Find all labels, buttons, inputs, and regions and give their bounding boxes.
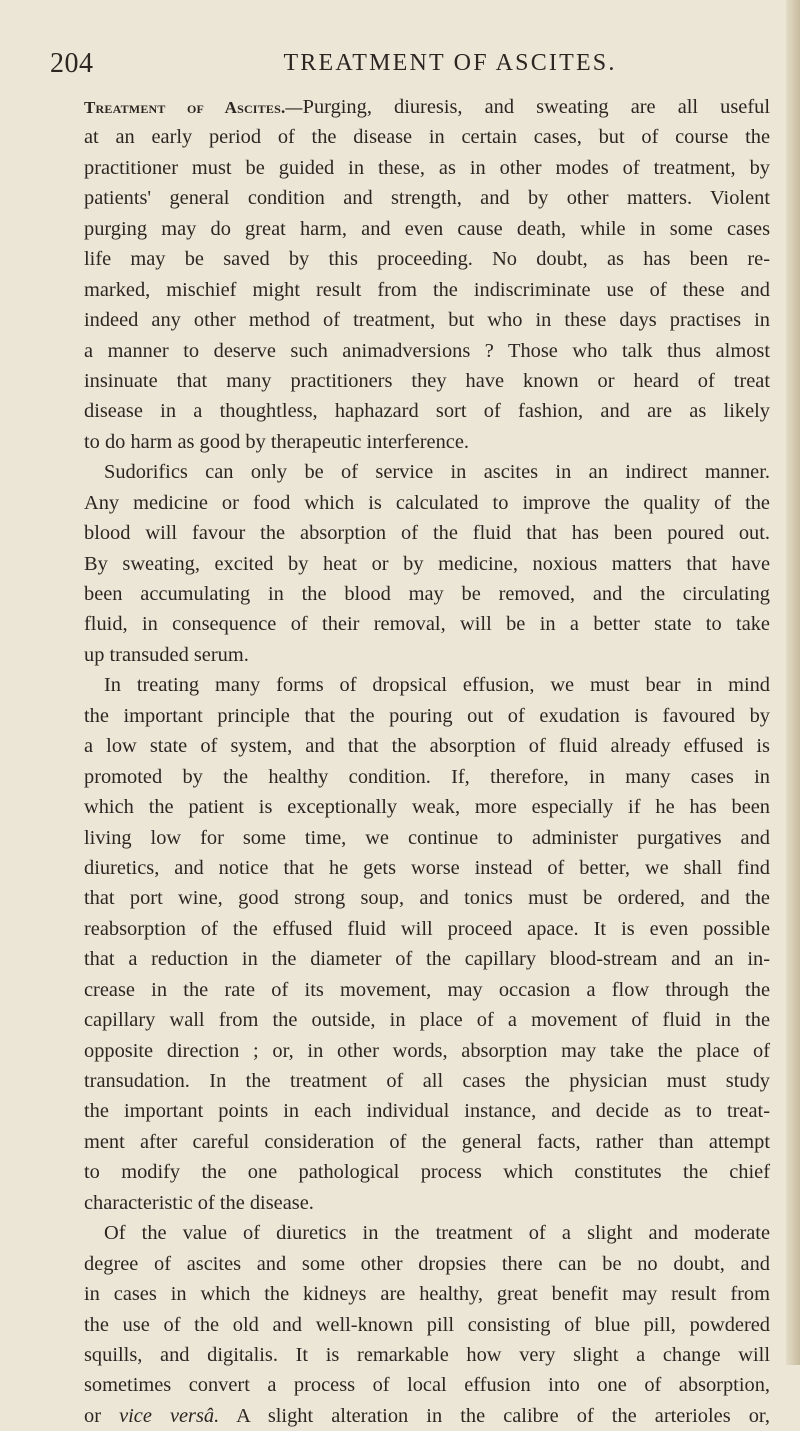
text-line: a manner to deserve such animadversions ? Those who talk thus almost	[84, 339, 770, 362]
text-line: living low for some time, we continue to administer purgatives and	[84, 826, 770, 849]
text-line: in cases in which the kidneys are healthy, great benefit may result from	[84, 1283, 770, 1306]
text-line: the important principle that the pouring out of exudation is favoured by	[84, 704, 770, 727]
text-line: blood will favour the absorption of the fluid that has been poured out.	[84, 522, 770, 545]
text-line: reabsorption of the effused fluid will proceed apace. It is even possible	[84, 917, 770, 940]
page-header	[50, 42, 750, 82]
text-line: at an early period of the disease in certain cases, but of course the	[84, 126, 770, 149]
text-line: purging may do great harm, and even cause death, while in some cases	[84, 217, 770, 240]
text-line: been accumulating in the blood may be removed, and the circulating	[84, 583, 770, 605]
text-line: patients' general condition and strength, and by other matters. Violent	[84, 187, 770, 210]
text-line: By sweating, excited by heat or by medicine, noxious matters that have	[84, 552, 770, 575]
text-line: promoted by the healthy condition. If, therefore, in many cases in	[84, 765, 770, 788]
paragraph-end-line: to do harm as good by therapeutic interference.	[84, 430, 470, 453]
line-text: A slight alteration in the calibre of the arterioles or,	[219, 1404, 770, 1427]
text-line: the use of the old and well-known pill consisting of blue pill, powdered	[84, 1313, 770, 1336]
page-edge	[786, 0, 800, 1365]
italic-phrase: vice versâ.	[119, 1404, 220, 1427]
text-line: life may be saved by this proceeding. No doubt, as has been re-	[84, 248, 770, 271]
text-line: Any medicine or food which is calculated to improve the quality of the	[84, 491, 770, 514]
text-line: that a reduction in the diameter of the capillary blood-stream and an in-	[84, 948, 770, 971]
text-line	[84, 92, 770, 122]
text-line: indeed any other method of treatment, but who in these days practises in	[84, 309, 770, 332]
text-line: marked, mischief might result from the indiscriminate use of these and	[84, 278, 770, 301]
running-head: TREATMENT OF ASCITES.	[283, 50, 617, 76]
text-line: insinuate that many practitioners they have known or heard of treat	[84, 369, 770, 392]
text-line: a low state of system, and that the absorption of fluid already effused is	[84, 735, 770, 758]
text-line: to modify the one pathological process which constitutes the chief	[84, 1161, 770, 1184]
text-line: sometimes convert a process of local effusion into one of absorption,	[84, 1374, 770, 1397]
section-heading: Treatment of Ascites.—	[84, 98, 303, 117]
text-line: practitioner must be guided in these, as in other modes of treatment, by	[84, 156, 770, 179]
text-line: ment after careful consideration of the general facts, rather than attempt	[84, 1130, 770, 1153]
paragraph-start-line: In treating many forms of dropsical effusion, we must bear in mind	[104, 674, 770, 697]
text-line: that port wine, good strong soup, and tonics must be ordered, and the	[84, 887, 770, 910]
text-line: disease in a thoughtless, haphazard sort of fashion, and are as likely	[84, 400, 770, 423]
text-line	[84, 1401, 770, 1431]
text-line: the important points in each individual instance, and decide as to treat-	[84, 1100, 770, 1123]
line-text: or	[84, 1404, 120, 1427]
text-line: opposite direction ; or, in other words, absorption may take the place of	[84, 1039, 770, 1062]
body-text	[84, 92, 770, 1431]
text-line: capillary wall from the outside, in place of a movement of fluid in the	[84, 1009, 770, 1032]
page-number: 204	[50, 48, 94, 79]
text-line: diuretics, and notice that he gets worse instead of better, we shall find	[84, 856, 770, 879]
paragraph-end-line: up transuded serum.	[84, 643, 249, 666]
paragraph-start-line: Of the value of diuretics in the treatment of a slight and moderate	[104, 1222, 770, 1245]
text-line: transudation. In the treatment of all cases the physician must study	[84, 1070, 770, 1092]
text-line: crease in the rate of its movement, may occasion a flow through the	[84, 978, 770, 1001]
line-text: Purging, diuresis, and sweating are all useful	[302, 96, 770, 118]
text-line: degree of ascites and some other dropsies there can be no doubt, and	[84, 1252, 770, 1275]
paragraph-start-line: Sudorifics can only be of service in ascites in an indirect manner.	[104, 461, 770, 484]
paragraph-end-line: characteristic of the disease.	[84, 1191, 314, 1214]
text-line: squills, and digitalis. It is remarkable how very slight a change will	[84, 1343, 770, 1366]
text-line: fluid, in consequence of their removal, will be in a better state to take	[84, 613, 770, 636]
text-line: which the patient is exceptionally weak, more especially if he has been	[84, 796, 770, 819]
